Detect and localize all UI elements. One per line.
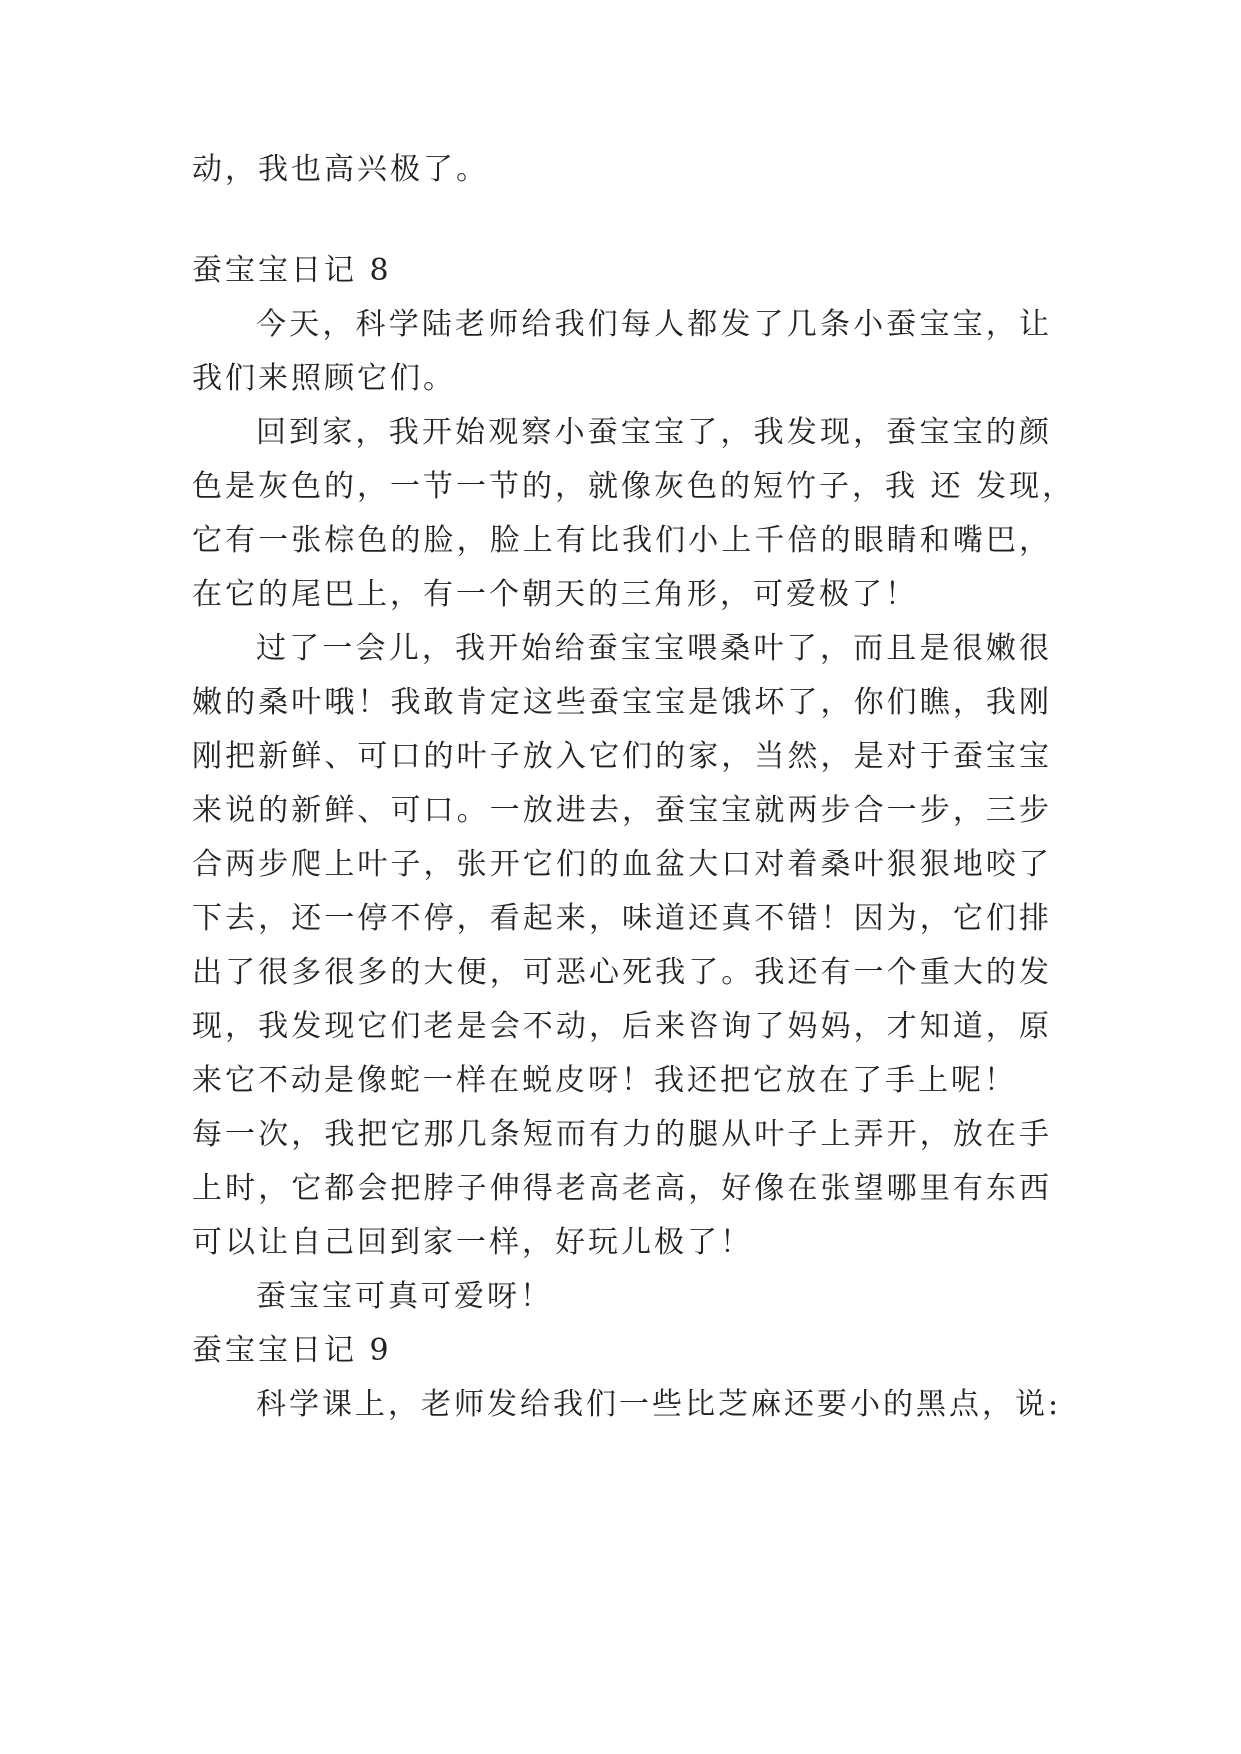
section-heading: 蚕宝宝日记 8 bbox=[192, 253, 392, 288]
paragraph-line: 蚕宝宝可真可爱呀！ bbox=[256, 1279, 553, 1314]
paragraph-line: 每一次，我把它那几条短而有力的腿从叶子上弄开，放在手 bbox=[192, 1117, 1052, 1152]
paragraph-line: 科学课上，老师发给我们一些比芝麻还要小的黑点，说: bbox=[256, 1387, 1062, 1422]
paragraph-line: 在它的尾巴上，有一个朝天的三角形，可爱极了！ bbox=[192, 577, 918, 612]
paragraph-line: 回到家，我开始观察小蚕宝宝了，我发现，蚕宝宝的颜 bbox=[256, 415, 1052, 450]
paragraph-line: 可以让自己回到家一样，好玩儿极了！ bbox=[192, 1225, 753, 1260]
paragraph-line: 嫩的桑叶哦！我敢肯定这些蚕宝宝是饿坏了，你们瞧，我刚 bbox=[192, 685, 1052, 720]
paragraph-line: 出了很多很多的大便，可恶心死我了。我还有一个重大的发 bbox=[192, 955, 1052, 990]
paragraph-line: 现，我发现它们老是会不动，后来咨询了妈妈，才知道，原 bbox=[192, 1009, 1052, 1044]
paragraph-line: 我们来照顾它们。 bbox=[192, 361, 456, 396]
section-heading: 蚕宝宝日记 9 bbox=[192, 1333, 392, 1368]
paragraph-line: 它有一张棕色的脸，脸上有比我们小上千倍的眼睛和嘴巴， bbox=[192, 523, 1052, 558]
paragraph-line: 今天，科学陆老师给我们每人都发了几条小蚕宝宝，让 bbox=[256, 307, 1052, 342]
paragraph-line: 下去，还一停不停，看起来，味道还真不错！因为，它们排 bbox=[192, 901, 1052, 936]
paragraph-line: 上时，它都会把脖子伸得老高老高，好像在张望哪里有东西 bbox=[192, 1171, 1052, 1206]
text-line: 动，我也高兴极了。 bbox=[192, 152, 489, 187]
paragraph-line: 合两步爬上叶子，张开它们的血盆大口对着桑叶狠狠地咬了 bbox=[192, 847, 1052, 882]
paragraph-line: 刚把新鲜、可口的叶子放入它们的家，当然，是对于蚕宝宝 bbox=[192, 739, 1052, 774]
paragraph-line: 过了一会儿，我开始给蚕宝宝喂桑叶了，而且是很嫩很 bbox=[256, 631, 1052, 666]
paragraph-line: 来它不动是像蛇一样在蜕皮呀！我还把它放在了手上呢！ bbox=[192, 1063, 1017, 1098]
paragraph-line: 色是灰色的，一节一节的，就像灰色的短竹子，我 还 发现， bbox=[192, 469, 1076, 504]
paragraph-line: 来说的新鲜、可口。一放进去，蚕宝宝就两步合一步，三步 bbox=[192, 793, 1052, 828]
